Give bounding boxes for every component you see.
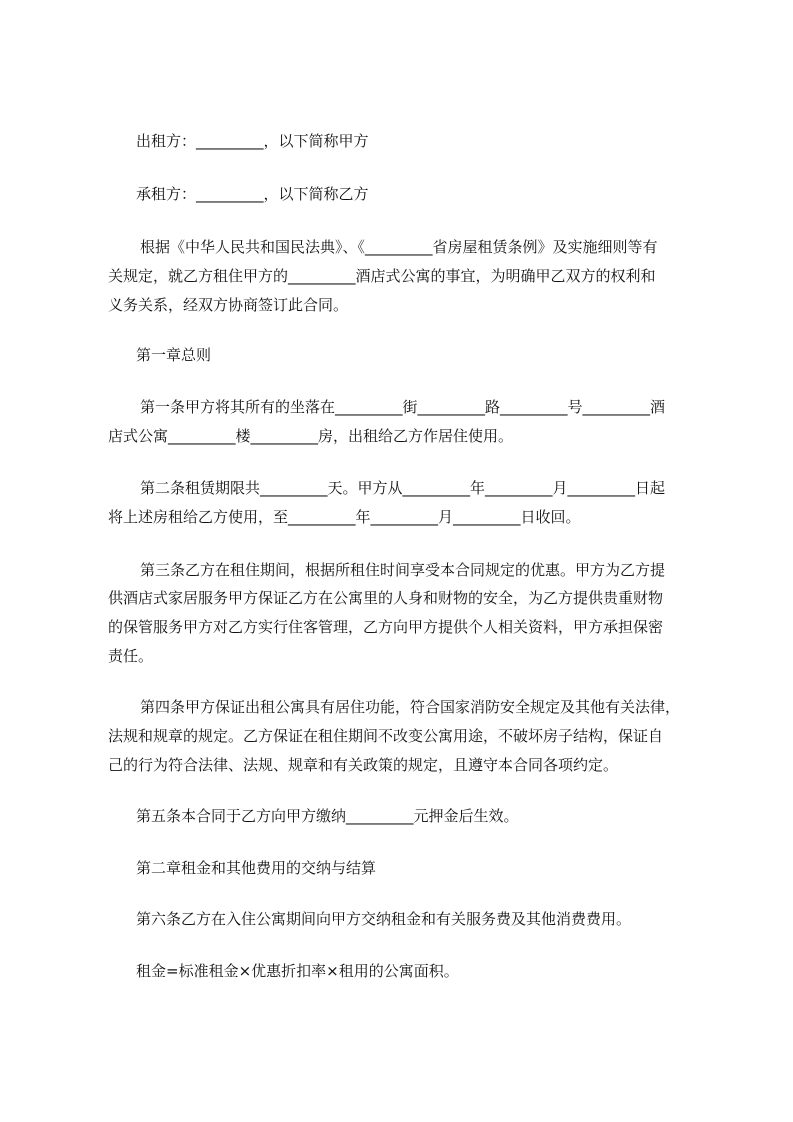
article-3-line-4: 责任。 <box>108 647 154 665</box>
article-4-line-1: 第四条甲方保证出租公寓具有居住功能，符合国家消防安全规定及其他有关法律， <box>140 698 681 716</box>
article-5: 第五条本合同于乙方向甲方缴纳_________元押金后生效。 <box>136 807 519 825</box>
preamble-line-1: 根据《中华人民共和国民法典》、《_________省房屋租赁条例》及实施细则等有 <box>140 238 658 256</box>
article-4-line-2: 法规和规章的规定。乙方保证在租住期间不改变公寓用途，不破坏房子结构，保证自 <box>108 727 664 745</box>
article-1-line-2: 店式公寓_________楼_________房，出租给乙方作居住使用。 <box>108 427 514 445</box>
lessee-line: 承租方：_________，以下简称乙方 <box>136 185 369 203</box>
article-2-line-2: 将上述房租给乙方使用，至_________年_________月_________日收回。 <box>108 508 581 526</box>
preamble-line-2: 关规定，就乙方租住甲方的_________酒店式公寓的事宜，为明确甲乙双方的权利和 <box>108 267 656 285</box>
article-2-line-1: 第二条租赁期限共_________天。甲方从_________年_________月_________日起 <box>140 479 666 497</box>
article-1-line-1: 第一条甲方将其所有的坐落在_________街_________路_________号_________酒 <box>140 398 666 416</box>
lessor-line: 出租方：_________，以下简称甲方 <box>136 132 369 150</box>
chapter-1-heading: 第一章总则 <box>136 346 212 364</box>
article-3-line-3: 的保管服务甲方对乙方实行住客管理，乙方向甲方提供个人相关资料，甲方承担保密 <box>108 618 664 636</box>
preamble-line-3: 义务关系，经双方协商签订此合同。 <box>108 296 349 314</box>
article-4-line-3: 己的行为符合法律、法规、规章和有关政策的规定，且遵守本合同各项约定。 <box>108 756 619 774</box>
article-3-line-2: 供酒店式家居服务甲方保证乙方在公寓里的人身和财物的安全，为乙方提供贵重财物 <box>108 589 664 607</box>
article-3-line-1: 第三条乙方在租住期间，根据所租住时间享受本合同规定的优惠。甲方为乙方提 <box>140 561 666 579</box>
chapter-2-heading: 第二章租金和其他费用的交纳与结算 <box>136 859 377 877</box>
rent-formula: 租金=标准租金×优惠折扣率×租用的公寓面积。 <box>136 962 459 980</box>
article-6: 第六条乙方在入住公寓期间向甲方交纳租金和有关服务费及其他消费费用。 <box>136 910 632 928</box>
